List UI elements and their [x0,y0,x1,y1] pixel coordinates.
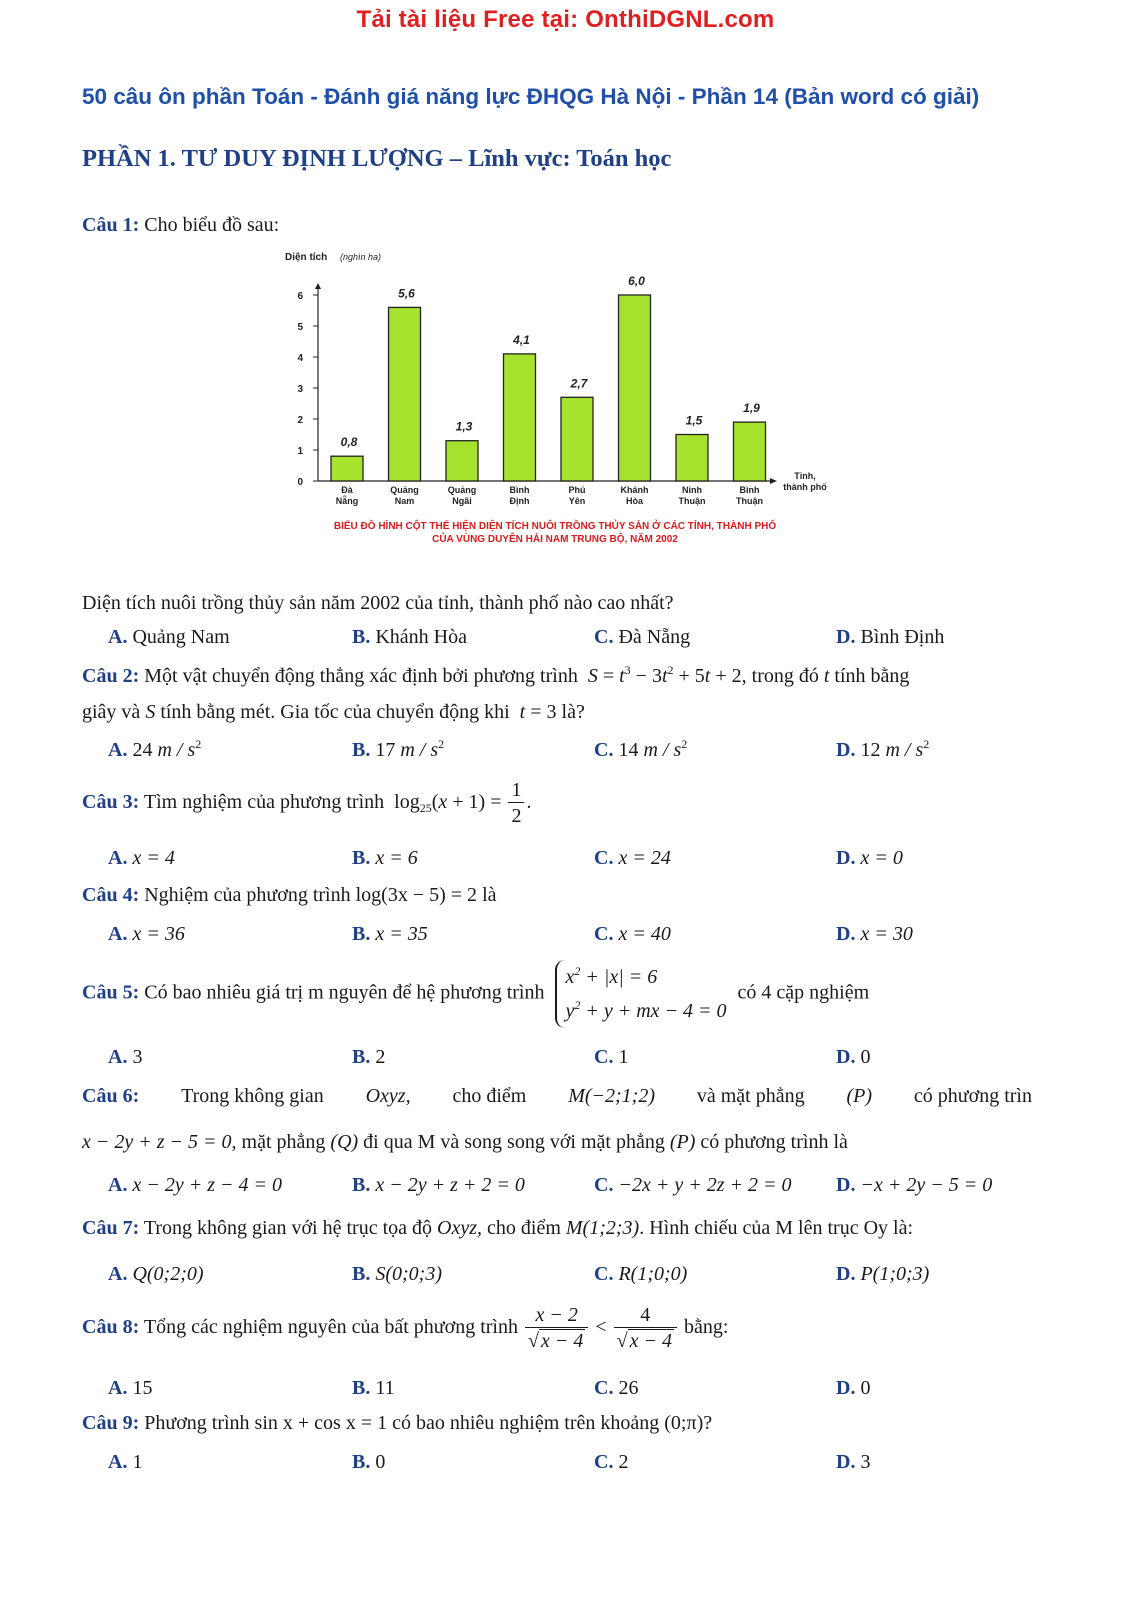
q7-option-a[interactable]: A. Q(0;2;0) [108,1263,204,1285]
q7-option-d[interactable]: D. P(1;0;3) [836,1263,930,1285]
y-tick-label: 3 [297,384,303,395]
category-label: Quảng [390,485,419,495]
q3-option-b[interactable]: B. x = 6 [352,847,418,869]
bar-8 [734,422,766,481]
category-label: Bình [739,485,760,495]
question-1 [82,213,279,237]
chart-caption: BIỂU ĐỒ HÌNH CỘT THỂ HIỆN DIỆN TÍCH NUÔI TRỒNG THỦY SẢN Ở CÁC TỈNH, THÀNH PHỐ [333,521,777,532]
category-label: Khánh [620,485,649,495]
question-6: Câu 6: Trong không gian Oxyz, cho điểm M(−2;1;2) và mặt phẳng (P) có phương trìn [82,1085,1032,1107]
q2-option-b[interactable]: B. 17 m / $s^2$ [352,737,445,761]
q1-option-b[interactable]: B. Khánh Hòa [352,626,467,648]
q4-option-b[interactable]: B. x = 35 [352,923,428,945]
q4-option-d[interactable]: D. x = 30 [836,923,913,945]
x-axis-arrow [770,478,777,484]
y-axis-unit: (nghìn ha) [340,252,382,262]
question-4: Câu 4: Nghiệm của phương trình log(3x − 5) = 2 là [82,884,497,906]
question-8: Câu 8: Tổng các nghiệm nguyên của bất phương trình $\frac{x - 2}{√ x - 4}$ < $\frac{4}{√ x - 4}$ bằng: [82,1304,729,1352]
q3-option-d[interactable]: D. x = 0 [836,847,903,869]
q5-option-b[interactable]: B. 2 [352,1046,386,1068]
q6-option-a[interactable]: A. x − 2y + z − 4 = 0 [108,1174,282,1196]
q3-option-c[interactable]: C. x = 24 [594,847,671,869]
category-label: Định [509,496,530,506]
y-tick-label: 4 [297,353,303,364]
bar-value-label: 1,5 [685,413,703,428]
chart-caption: CỦA VÙNG DUYÊN HẢI NAM TRUNG BỘ, NĂM 2002 [432,534,678,545]
bar-3 [446,441,478,481]
category-label: Thuận [736,496,763,506]
y-tick-label: 2 [297,415,303,426]
category-label: Quảng [447,485,477,495]
category-label: Đà [341,485,353,495]
bar-value-label: 1,3 [455,419,473,434]
category-label: Phú [568,485,586,495]
question-1-prompt: Diện tích nuôi trồng thủy sản năm 2002 của tỉnh, thành phố nào cao nhất? [82,592,674,614]
y-tick-label: 1 [297,446,303,457]
q9-option-d[interactable]: D. 3 [836,1451,871,1473]
q1-option-c[interactable]: C. Đà Nẵng [594,626,691,648]
download-banner[interactable]: Tải tài liệu Free tại: OnthiDGNL.com [356,6,775,33]
bar-value-label: 4,1 [513,332,530,347]
category-label: Bình [509,485,530,495]
category-label: Hòa [625,496,644,506]
q6-option-c[interactable]: C. −2x + y + 2z + 2 = 0 [594,1174,792,1196]
bar-7 [676,435,708,482]
question-label: Câu 1: [82,214,140,236]
q5-option-d[interactable]: D. 0 [836,1046,871,1068]
question-5: Câu 5: Có bao nhiêu giá trị m nguyên để hệ phương trình $x^2 + |x| = 6$ $y^2 + y$ + mx − 4 = 0 có 4 cặp nghiệm [82,960,869,1028]
q8-option-d[interactable]: D. 0 [836,1377,871,1399]
chart-canvas [265,248,845,548]
category-label: Ngãi [452,496,472,506]
q5-option-a[interactable]: A. 3 [108,1046,143,1068]
x-axis-title: Tỉnh, [794,471,816,481]
bar-value-label: 2,7 [570,376,588,391]
q7-option-b[interactable]: B. S(0;0;3) [352,1263,442,1285]
q1-option-a[interactable]: A. Quảng Nam [108,626,230,648]
q9-option-a[interactable]: A. 1 [108,1451,143,1473]
bar-4 [504,354,536,481]
equation-system: $x^2 + |x| = 6$ $y^2 + y$ + mx − 4 = 0 [555,960,726,1028]
category-label: Thuận [678,496,706,506]
bar-value-label: 0,8 [340,435,358,450]
q9-option-b[interactable]: B. 0 [352,1451,386,1473]
q1-option-d[interactable]: D. Bình Định [836,626,945,648]
question-3: Câu 3: Tìm nghiệm của phương trình $\log_{25}(x + 1)$ = $\frac{1}{2}$ . [82,779,532,827]
q2-option-c[interactable]: C. 14 m / $s^2$ [594,737,688,761]
q6-option-d[interactable]: D. −x + 2y − 5 = 0 [836,1174,993,1196]
q8-option-a[interactable]: A. 15 [108,1377,153,1399]
q8-option-b[interactable]: B. 11 [352,1377,395,1399]
q5-option-c[interactable]: C. 1 [594,1046,629,1068]
bar-chart [265,248,845,553]
bar-value-label: 5,6 [398,286,415,301]
category-label: Nam [394,496,415,506]
q4-option-c[interactable]: C. x = 40 [594,923,671,945]
question-text: Cho biểu đồ sau: [144,214,280,236]
category-label: Yên [568,496,586,506]
y-axis-title: Diện tích [285,252,328,263]
y-axis-arrow [315,283,321,289]
q8-option-c[interactable]: C. 26 [594,1377,639,1399]
bar-6 [619,295,651,481]
q4-option-a[interactable]: A. x = 36 [108,923,185,945]
bar-5 [561,397,593,481]
question-6-line2: x − 2y + z − 5 = 0, mặt phẳng (Q) đi qua M và song song với mặt phẳng (P) có phương trình là [82,1131,848,1153]
y-tick-label: 0 [297,477,303,488]
question-7: Câu 7: Trong không gian với hệ trục tọa độ Oxyz, cho điểm M(1;2;3). Hình chiếu của M lên trục Oy là: [82,1217,914,1239]
q2-option-d[interactable]: D. 12 m / $s^2$ [836,737,930,761]
bar-1 [331,456,363,481]
question-2: Câu 2: Một vật chuyển động thẳng xác định bởi phương trình $S = t^3 - 3t^2 + 5t + 2$, trong đó t tính bằng [82,663,910,687]
document-title: 50 câu ôn phần Toán - Đánh giá năng lực ĐHQG Hà Nội - Phần 14 (Bản word có giải) [82,84,980,109]
q7-option-c[interactable]: C. R(1;0;0) [594,1263,688,1285]
q2-option-a[interactable]: A. 24 m / $s^2$ [108,737,202,761]
q9-option-c[interactable]: C. 2 [594,1451,629,1473]
q6-option-b[interactable]: B. x − 2y + z + 2 = 0 [352,1174,525,1196]
category-label: Nẵng [335,496,359,506]
bar-value-label: 1,9 [743,401,760,416]
bar-2 [389,307,421,481]
bar-value-label: 6,0 [628,274,645,288]
x-axis-title: thành phố [783,482,827,492]
y-tick-label: 6 [297,291,303,302]
question-2-line2: giây và S tính bằng mét. Gia tốc của chuyển động khi t = 3 là? [82,701,585,723]
q3-option-a[interactable]: A. x = 4 [108,847,175,869]
question-9: Câu 9: Phương trình sin x + cos x = 1 có bao nhiêu nghiệm trên khoảng (0;π)? [82,1412,713,1434]
category-label: Ninh [682,485,702,495]
y-tick-label: 5 [297,322,303,333]
part-title: PHẦN 1. TƯ DUY ĐỊNH LƯỢNG – Lĩnh vực: Toán học [82,145,672,172]
